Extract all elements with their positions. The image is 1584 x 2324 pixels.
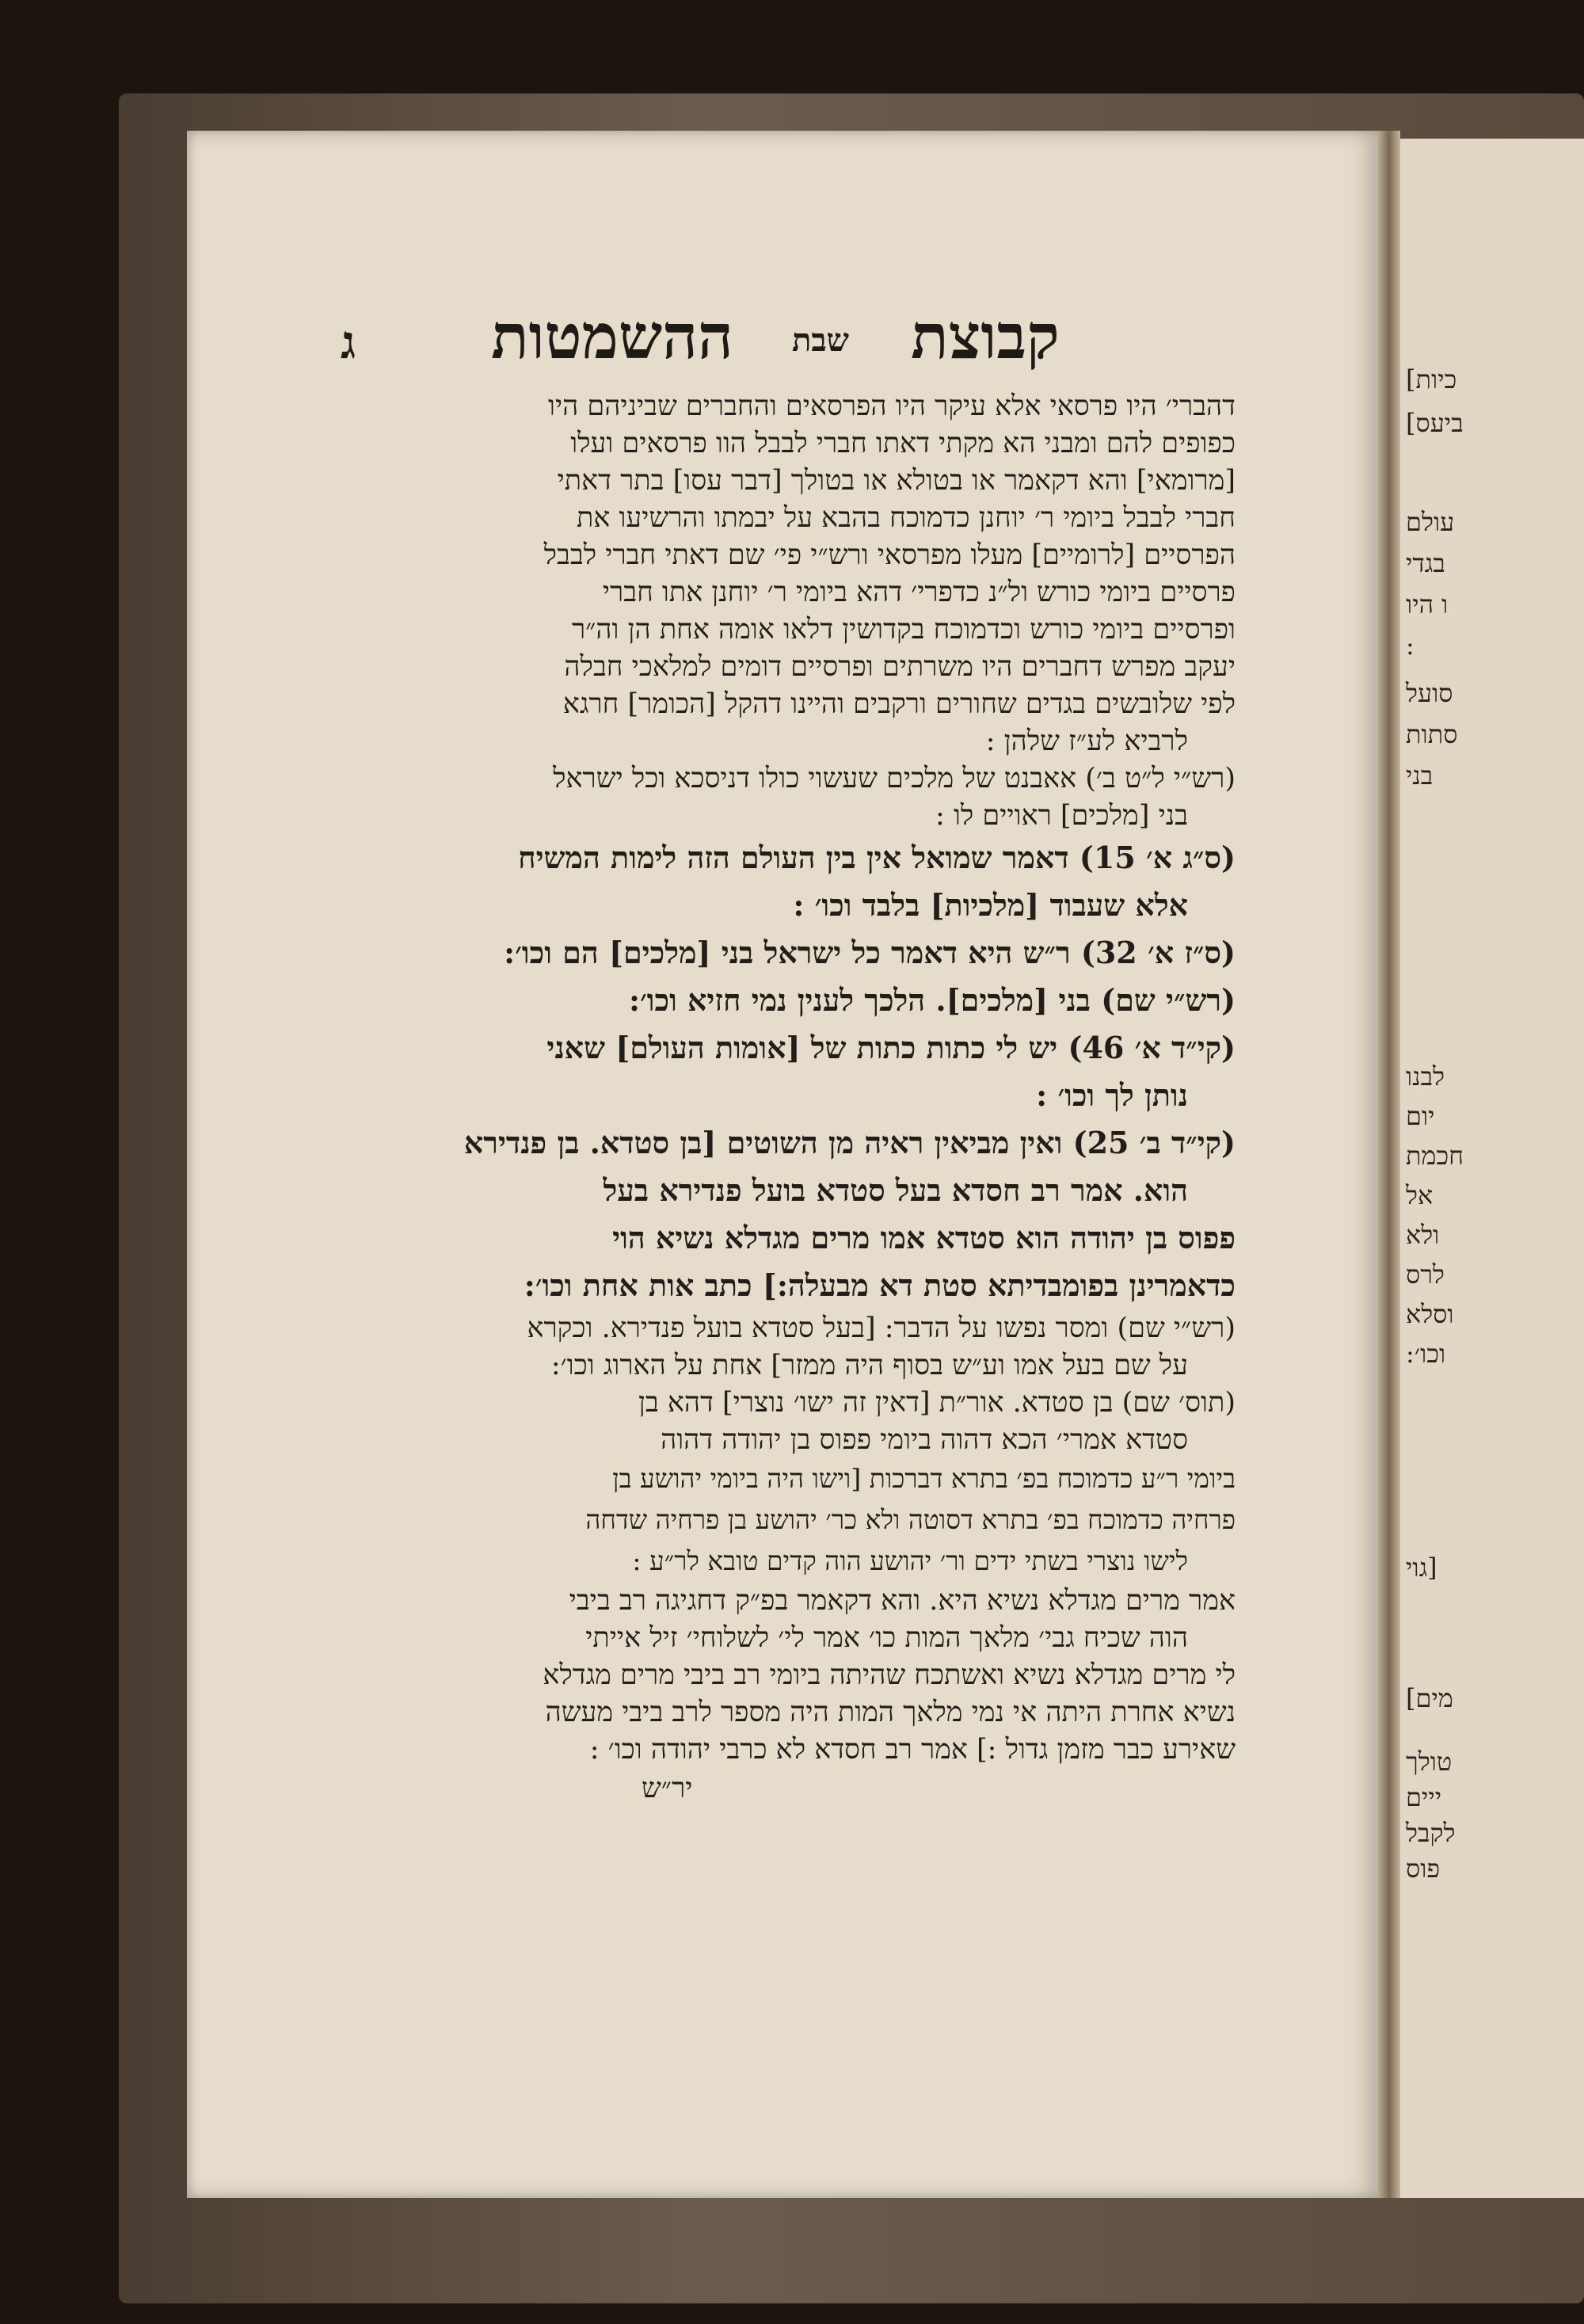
right-page-line: [גוי <box>1406 1553 1437 1583</box>
right-page-line: ולא <box>1406 1220 1440 1250</box>
running-header <box>341 301 1140 380</box>
right-page-line: חכמת <box>1406 1141 1464 1171</box>
right-page-line: עולם <box>1406 507 1455 537</box>
header-subtitle: שבת <box>792 322 849 359</box>
text-line: הוא. אמר רב חסדא בעל סטדא בועל פנדירא בעל <box>603 1172 1188 1208</box>
right-page-line: אל <box>1406 1180 1434 1210</box>
right-page-line: בני <box>1406 760 1434 791</box>
right-page-line: כיות] <box>1406 364 1457 394</box>
page-number: ג <box>341 315 356 369</box>
right-page-line: יום <box>1406 1101 1435 1131</box>
text-line: אמר מרים מגדלא נשיא היא. והא דקאמר בפ״ק דחגיגה רב ביבי <box>569 1585 1236 1617</box>
text-line: (קי״ד א׳ 46) יש לי כתות כתות של [אומות העולם] שאני <box>546 1030 1236 1065</box>
text-line: לפי שלובשים בגדים שחורים ורקבים והיינו דהקל [הכומר] חרגא <box>562 688 1236 720</box>
text-line: שאירע כבר מזמן גדול :] אמר רב חסדא לא כרבי יהודה וכו׳ : <box>589 1734 1236 1766</box>
right-page-line: פוס <box>1406 1853 1441 1884</box>
right-page-line: לבנו <box>1406 1061 1445 1092</box>
text-line: יעקב מפרש דחברים היו משרתים ופרסיים דומים למלאכי חבלה <box>564 651 1236 683</box>
text-line: לי מרים מגדלא נשיא ואשתכח שהיתה ביומי רב ביבי מרים מגדלא <box>543 1659 1236 1691</box>
text-line: הפרסיים [לרומיים] מעלו מפרסאי ורש״י פי׳ שם דאתי חברי לבבל <box>543 539 1236 571</box>
text-line: לישו נוצרי בשתי ידים ור׳ יהושע הוה קדים טובא לר״ע : <box>632 1545 1188 1576</box>
text-line: כפופים להם ומבני הא מקתי דאתו חברי לבבל הוו פרסאים ועלו <box>570 428 1236 459</box>
header-title-lead: קבוצת <box>911 301 1060 373</box>
right-page-line: ו היו <box>1406 589 1449 619</box>
text-line: פפוס בן יהודה הוא סטדא אמו מרים מגדלא נשיא הוי <box>612 1220 1236 1255</box>
text-line: (ס״ג א׳ 15) דאמר שמואל אין בין העולם הזה לימות המשיח <box>518 840 1236 875</box>
text-line: (רש״י שם) בני [מלכים]. הלכך לענין נמי חזיא וכו׳: <box>628 982 1236 1018</box>
right-page-line: בגדי <box>1406 548 1445 578</box>
text-line: בני [מלכים] ראויים לו : <box>935 800 1188 832</box>
right-page-line: ביעס] <box>1406 408 1464 438</box>
page-body-text <box>341 388 1236 1816</box>
text-line: אלא שעבוד [מלכיות] בלבד וכו׳ : <box>793 887 1188 923</box>
right-page-line: לקבל <box>1406 1818 1456 1848</box>
text-line: (תוס׳ שם) בן סטדא. אור״ת [דאין זה ישו׳ נוצרי] דהא בן <box>638 1387 1236 1419</box>
text-line: סטדא אמרי׳ הכא דהוה ביומי פפוס בן יהודה דהוה <box>661 1424 1188 1456</box>
text-line: פרחיה כדמוכח בפ׳ בתרא דסוטה ולא כר׳ יהושע בן פרחיה שדחה <box>585 1504 1236 1535</box>
text-line: נשיא אחרת היתה אי נמי מלאך המות היה מספר לרב ביבי מעשה <box>545 1697 1236 1728</box>
header-title-main: ההשמטות <box>491 301 733 373</box>
text-line: פרסיים ביומי כורש ול״נ כדפרי׳ דהא ביומי ר׳ יוחנן אתו חברי <box>602 577 1236 608</box>
book-gutter <box>1378 131 1400 2198</box>
right-page-line: וכו׳: <box>1406 1339 1446 1369</box>
right-page-line: סתות <box>1406 719 1458 749</box>
right-page-line: לרס <box>1406 1259 1445 1290</box>
text-line: (קי״ד ב׳ 25) ואין מביאין ראיה מן השוטים [בן סטדא. בן פנדירא <box>463 1125 1236 1160</box>
text-line: דהברי׳ היו פרסאי אלא עיקר היו הפרסאים והחברים שביניהם היו <box>548 391 1236 422</box>
text-line: חברי לבבל ביומי ר׳ יוחנן כדמוכח בהבא על יבמתו והרשיעו את <box>577 502 1236 534</box>
text-line: (רש״י ל״ט ב׳) אאבנט של מלכים שעשוי כולו דניסכא וכל ישראל <box>553 763 1236 794</box>
right-page-line: : <box>1406 631 1415 661</box>
text-line: [מרומאי] והא דקאמר או בטולא או בטולך [דבר עסו] בתר דאתי <box>557 465 1236 497</box>
text-line: (ס״ז א׳ 32) ר״ש היא דאמר כל ישראל בני [מלכים] הם וכו׳: <box>504 935 1236 970</box>
text-line: (רש״י שם) ומסר נפשו על הדבר: [בעל סטדא בועל פנדירא. וכקרא <box>527 1312 1236 1344</box>
right-page-line: טולך <box>1406 1747 1453 1777</box>
text-line: ופרסיים ביומי כורש וכדמוכח בקדושין דלאו אומה אחת הן וה״ר <box>571 614 1236 646</box>
catchword: יר״ש <box>642 1773 693 1804</box>
text-line: על שם בעל אמו וע״ש בסוף היה ממזר] אחת על הארוג וכו׳: <box>550 1350 1188 1381</box>
right-page-line: וסלא <box>1406 1299 1454 1329</box>
text-line: לרביא לע״ז שלהן : <box>985 726 1188 757</box>
right-page-line: ייים <box>1406 1782 1442 1812</box>
text-line: כדאמרינן בפומבדיתא סטת דא מבעלה:] כתב אות אחת וכו׳: <box>524 1267 1236 1303</box>
text-line: ביומי ר״ע כדמוכח בפ׳ בתרא דברכות [וישו היה ביומי יהושע בן <box>612 1463 1236 1494</box>
right-page-line: מים] <box>1406 1683 1453 1713</box>
text-line: הוה שכיח גבי׳ מלאך המות כו׳ אמר לי׳ לשלוחי׳ זיל אייתי <box>585 1622 1188 1654</box>
text-line: נותן לך וכו׳ : <box>1036 1077 1188 1113</box>
right-page-line: סועל <box>1406 678 1453 708</box>
